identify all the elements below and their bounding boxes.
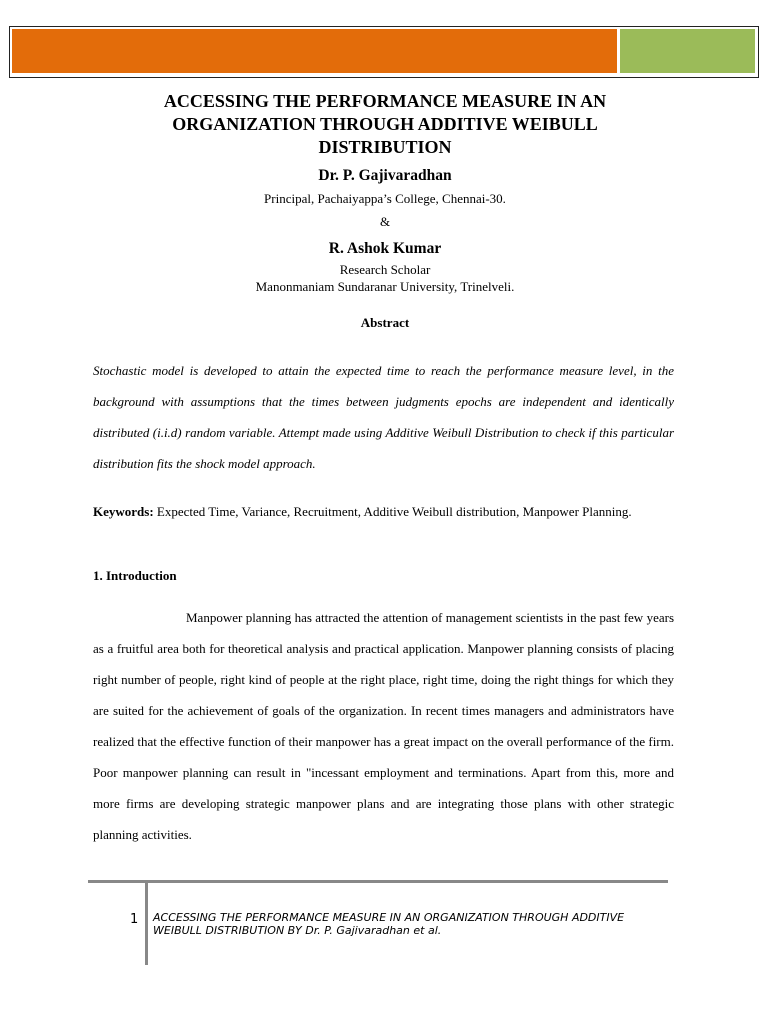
paper-title (60, 90, 710, 159)
author-name-2: R. Ashok Kumar (328, 240, 442, 257)
author-affiliation-2b: Manonmaniam Sundaranar University, Trinelveli. (255, 279, 515, 294)
abstract-body: Stochastic model is developed to attain the expected time to reach the performance measure level, in the background with assumptions that the times between judgments epochs are independent and identically distributed (i.i.d) random variable. Attempt made using Additive Weibull Distribution to check if this particular distribution fits the shock model approach. (93, 363, 674, 471)
footer-vertical-rule (145, 882, 148, 965)
introduction-paragraph: Manpower planning has attracted the attention of management scientists in the past few years as a fruitful area both for theoretical analysis and practical application. Manpower planning consists of placing right number of people, right kind of people at the right place, right time, doing the right things for which they are suited for the achievement of goals of the organization. In recent times managers and administrators have realized that the effective function of their manpower has a great impact on the overall performance of the firm. Poor manpower planning can result in "incessant employment and terminations. Apart from this, more and more firms are developing strategic manpower plans and are integrating those plans with other strategic planning activities. (93, 610, 674, 842)
author-affiliation-1: Principal, Pachaiyappa’s College, Chennai-30. (264, 191, 506, 206)
header-band (9, 26, 759, 78)
keywords-text: Expected Time, Variance, Recruitment, Additive Weibull distribution, Manpower Planning. (153, 504, 632, 519)
section-heading-introduction: 1. Introduction (93, 568, 177, 583)
author-name-1: Dr. P. Gajivaradhan (318, 167, 452, 184)
title-line-2: ORGANIZATION THROUGH ADDITIVE WEIBULL (172, 114, 598, 134)
footer-horizontal-rule (88, 880, 668, 883)
header-band-green-block (620, 29, 755, 73)
abstract-heading: Abstract (360, 315, 410, 330)
keywords-label: Keywords: (93, 504, 154, 519)
keywords (93, 496, 674, 527)
author-separator: & (379, 214, 391, 229)
title-line-3: DISTRIBUTION (318, 137, 452, 157)
author-affiliation-2a: Research Scholar (339, 262, 431, 277)
page-number: 1 (130, 912, 139, 927)
footer-running-title: ACCESSING THE PERFORMANCE MEASURE IN AN ORGANIZATION THROUGH ADDITIVE WEIBULL DISTRIBUTION BY Dr. P. Gajivaradhan et al. (153, 911, 625, 937)
title-line-1: ACCESSING THE PERFORMANCE MEASURE IN AN (163, 91, 607, 111)
header-band-orange-block (12, 29, 617, 73)
